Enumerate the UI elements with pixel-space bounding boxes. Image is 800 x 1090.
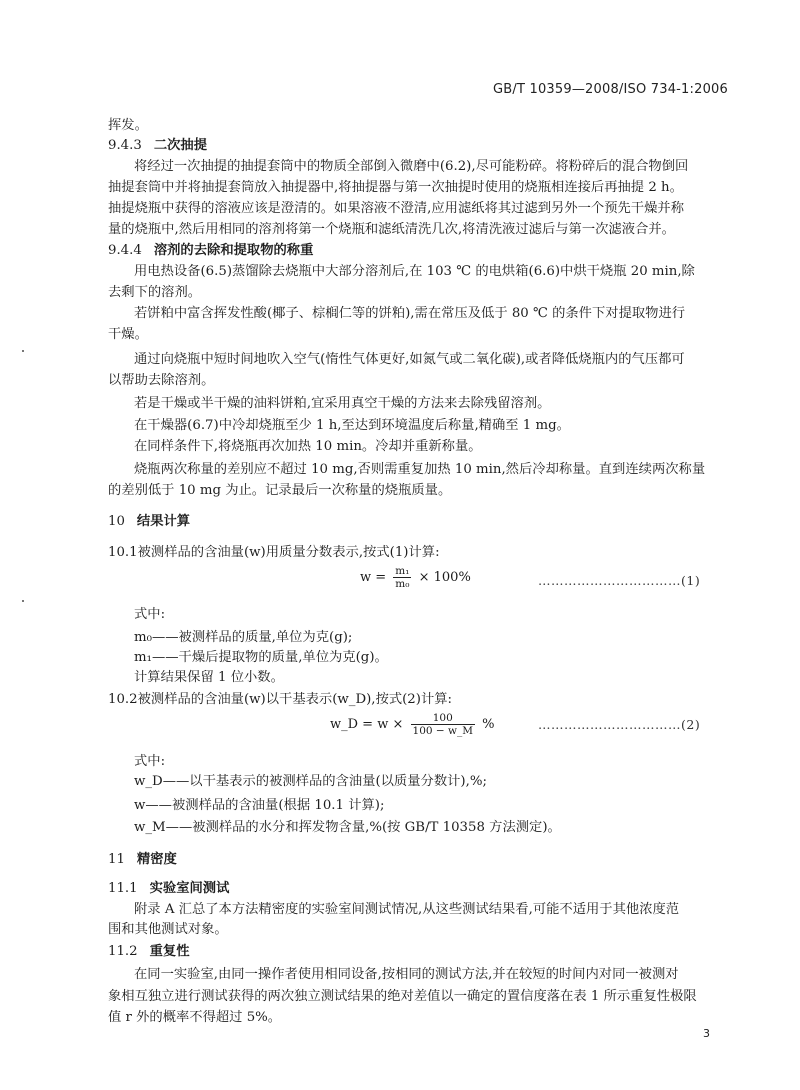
formula-2 (330, 712, 495, 737)
paragraph-line: 在同一实验室,由同一操作者使用相同设备,按相同的测试方法,并在较短的时间内对同一被测对 (134, 967, 679, 982)
paragraph-line: m₁——干燥后提取物的质量,单位为克(g)。 (134, 650, 388, 665)
paragraph-line: 将经过一次抽提的抽提套筒中的物质全部倒入微磨中(6.2),尽可能粉碎。将粉碎后的混合物倒回 (134, 159, 689, 174)
paragraph-line: 附录 A 汇总了本方法精密度的实验室间测试情况,从这些测试结果看,可能不适用于其他浓度范 (134, 902, 680, 917)
clause-title: 溶剂的去除和提取物的称重 (153, 243, 314, 258)
formula-2-numerator: 100 (411, 712, 476, 725)
formula-1 (360, 565, 471, 590)
equation-2-number: ……………………………(2) (538, 717, 701, 732)
clause-number: 11 (108, 852, 125, 867)
clause-title: 被测样品的含油量(w)用质量分数表示,按式(1)计算: (137, 545, 440, 560)
clause-number: 11.2 (108, 944, 138, 959)
paragraph-line: 的差别低于 10 mg 为止。记录最后一次称量的烧瓶质量。 (108, 483, 452, 498)
paragraph-line: 干燥。 (108, 327, 148, 342)
clause-number: 10 (108, 514, 125, 529)
formula-2-lhs: w_D = w × (330, 717, 404, 732)
clause-number: 10.2 (108, 692, 138, 707)
paragraph-line: 式中: (134, 754, 166, 769)
formula-2-fraction (411, 712, 476, 737)
clause-title: 二次抽提 (153, 138, 208, 153)
scan-mark (22, 350, 24, 352)
section-heading (108, 850, 177, 870)
formula-1-numerator: m₁ (395, 565, 410, 577)
paragraph-line: 通过向烧瓶中短时间地吹入空气(惰性气体更好,如氮气或二氧化碳),或者降低烧瓶内的气压都可 (134, 352, 685, 367)
formula-1-denominator: m₀ (395, 578, 410, 590)
paragraph-line: w_D——以干基表示的被测样品的含油量(以质量分数计),%; (134, 774, 487, 789)
paragraph-line: 在干燥器(6.7)中冷却烧瓶至少 1 h,至达到环境温度后称量,精确至 1 mg。 (134, 418, 570, 433)
section-heading (108, 512, 190, 532)
clause-number: 9.4.4 (108, 243, 142, 258)
formula-2-rhs: % (482, 717, 495, 732)
paragraph-line: 用电热设备(6.5)蒸馏除去烧瓶中大部分溶剂后,在 103 ℃ 的电烘箱(6.6)中烘干烧瓶 20 min,除 (134, 264, 695, 279)
clause-title: 精密度 (136, 852, 177, 867)
paragraph-line: 若是干燥或半干燥的油料饼粕,宜采用真空干燥的方法来去除残留溶剂。 (134, 396, 551, 411)
paragraph-line: 象相互独立进行测试获得的两次独立测试结果的绝对差值以一确定的置信度落在表 1 所示重复性极限 (108, 989, 697, 1004)
formula-1-fraction (393, 565, 411, 590)
clause-title: 重复性 (149, 944, 190, 959)
section-heading (108, 241, 313, 261)
paragraph-line: 量的烧瓶中,然后用相同的溶剂将第一个烧瓶和滤纸清洗几次,将清洗液过滤后与第一次滤液合并。 (108, 222, 675, 237)
paragraph-line: 在同样条件下,将烧瓶再次加热 10 min。冷却并重新称量。 (134, 439, 482, 454)
scan-mark (22, 600, 24, 602)
section-heading (108, 136, 207, 156)
paragraph-line: 挥发。 (108, 118, 148, 133)
clause-number: 11.1 (108, 881, 138, 896)
page-number: 3 (703, 1027, 710, 1040)
formula-1-lhs: w = (360, 570, 387, 585)
clause-number: 9.4.3 (108, 138, 142, 153)
section-heading (108, 879, 229, 899)
clause-number: 10.1 (108, 545, 138, 560)
equation-1-number: ……………………………(1) (538, 573, 701, 588)
paragraph-line: 围和其他测试对象。 (108, 922, 228, 937)
paragraph-line: 以帮助去除溶剂。 (108, 373, 215, 388)
clause-title: 结果计算 (136, 514, 191, 529)
paragraph-line: 抽提套筒中并将抽提套筒放入抽提器中,将抽提器与第一次抽提时使用的烧瓶相连接后再抽提 2 h。 (108, 180, 683, 195)
formula-2-denominator: 100 − w_M (412, 725, 474, 737)
paragraph-line: 若饼粕中富含挥发性酸(椰子、棕榈仁等的饼粕),需在常压及低于 80 ℃ 的条件下对提取物进行 (134, 306, 686, 321)
paragraph-line: m₀——被测样品的质量,单位为克(g); (134, 630, 353, 645)
paragraph-line: 式中: (134, 607, 166, 622)
clause-text (108, 690, 452, 710)
clause-text (108, 543, 440, 563)
clause-title: 被测样品的含油量(w)以干基表示(w_D),按式(2)计算: (137, 692, 453, 707)
paragraph-line: 计算结果保留 1 位小数。 (134, 670, 284, 685)
paragraph-line: 抽提烧瓶中获得的溶液应该是澄清的。如果溶液不澄清,应用滤纸将其过滤到另外一个预先干燥并称 (108, 201, 684, 216)
formula-1-rhs: × 100% (418, 570, 471, 585)
paragraph-line: 值 r 外的概率不得超过 5%。 (108, 1010, 282, 1025)
paragraph-line: 烧瓶两次称量的差别应不超过 10 mg,否则需重复加热 10 min,然后冷却称量。直到连续两次称量 (134, 462, 706, 477)
paragraph-line: 去剩下的溶剂。 (108, 285, 202, 300)
standard-number: GB/T 10359—2008/ISO 734-1:2006 (493, 82, 728, 97)
clause-title: 实验室间测试 (149, 881, 230, 896)
paragraph-line: w_M——被测样品的水分和挥发物含量,%(按 GB/T 10358 方法测定)。 (134, 820, 561, 835)
section-heading (108, 942, 190, 962)
paragraph-line: w——被测样品的含油量(根据 10.1 计算); (134, 798, 385, 813)
